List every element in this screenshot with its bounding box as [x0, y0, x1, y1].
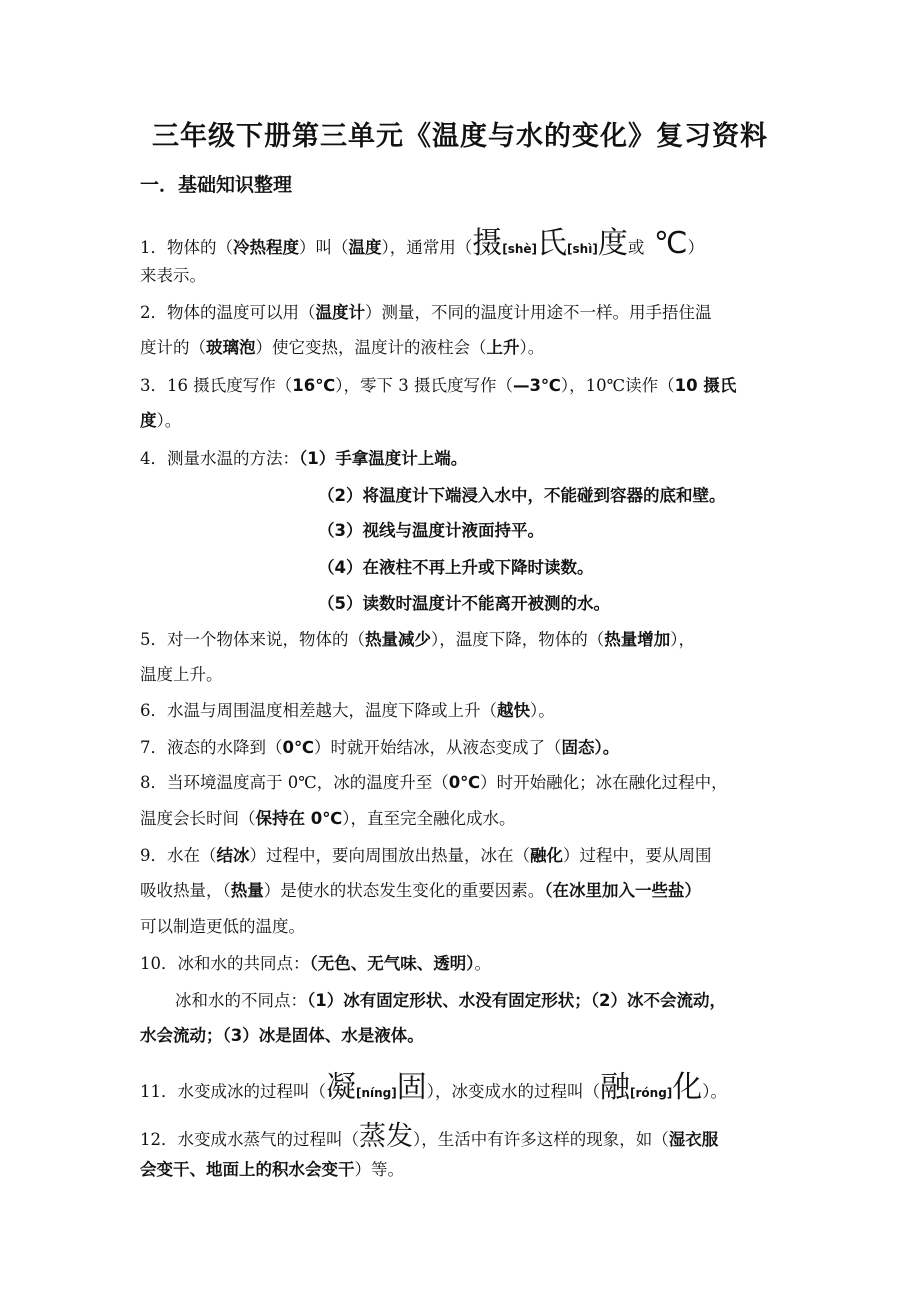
text: 吸收热量，（ — [140, 881, 231, 900]
text: 度计的（ — [140, 338, 206, 357]
text: ），生活中有许多这样的现象，如（ — [413, 1130, 669, 1149]
pinyin: [shì] — [567, 242, 598, 256]
item-12-line-2 — [140, 1156, 790, 1180]
answer-large-char: 氏 — [537, 226, 568, 261]
text: ）过程中，要从周围 — [563, 846, 712, 865]
answer: 热量 — [230, 881, 264, 900]
item-3-line-2 — [140, 407, 790, 431]
text: 9．水在（ — [140, 846, 217, 865]
answer: 温度 — [348, 238, 382, 257]
text: 2．物体的温度可以用（ — [140, 303, 316, 322]
text: 温度会长时间（ — [140, 809, 256, 828]
text: 1．物体的（ — [140, 238, 233, 257]
answer-large-char: 化 — [672, 1070, 703, 1105]
text: 6．水温与周围温度相差越大，温度下降或上升（ — [140, 701, 497, 720]
pinyin: [níng] — [356, 1086, 397, 1100]
answer: 冷热程度 — [233, 238, 299, 257]
answer: 湿衣服 — [668, 1130, 719, 1149]
text: ）， — [670, 630, 695, 649]
text: ），温度下降，物体的（ — [431, 630, 605, 649]
celsius-symbol: ℃ — [644, 226, 688, 261]
item-8-line-1 — [140, 769, 790, 793]
answer: 10 摄氏 — [674, 376, 737, 395]
item-7 — [140, 734, 790, 758]
text: 。 — [474, 954, 491, 973]
text: ）等。 — [354, 1160, 404, 1179]
item-12-line-1 — [140, 1114, 790, 1153]
text: ）测量，不同的温度计用途不一样。用手捂住温 — [365, 303, 712, 322]
text: 7．液态的水降到（ — [140, 738, 283, 757]
text: 8．当环境温度高于 0℃，冰的温度升至（ — [140, 773, 449, 792]
text: ） — [687, 238, 705, 257]
text: ）时就开始结冰，从液态变成了（ — [313, 738, 562, 757]
item-4-step-3: （3）视线与温度计液面持平。 — [318, 521, 544, 540]
item-1-line-1 — [140, 218, 790, 262]
item-11 — [140, 1062, 790, 1106]
answer-large-char: 固 — [396, 1070, 427, 1105]
item-9-line-1 — [140, 842, 790, 866]
answer: 16℃ — [292, 376, 336, 395]
answer-large-char: 凝 — [326, 1070, 356, 1105]
answer: （1）冰有固定形状、水没有固定形状；（2）冰不会流动， — [307, 991, 726, 1010]
answer: （无色、无气味、透明） — [309, 954, 475, 973]
text: ），零下 3 摄氏度写作（ — [335, 376, 513, 395]
text: 冰和水的不同点： — [175, 991, 307, 1010]
text: ）。 — [156, 411, 182, 430]
answer-large-char: 摄 — [472, 226, 503, 261]
answer: （在冰里加入一些盐） — [544, 881, 701, 900]
item-4-step-5: （5）读数时温度计不能离开被测的水。 — [318, 594, 610, 613]
answer: 热量增加 — [604, 630, 671, 649]
answer: 会变干、地面上的积水会变干 — [140, 1160, 355, 1179]
item-5-line-1 — [140, 626, 790, 650]
text: ）。 — [594, 738, 620, 757]
text: 4．测量水温的方法： — [140, 449, 299, 468]
text: 10．冰和水的共同点： — [140, 954, 310, 973]
pinyin: [shè] — [502, 242, 538, 256]
item-10-line-1 — [140, 950, 790, 974]
answer: 温度计 — [315, 303, 365, 322]
document-title: 三年级下册第三单元《温度与水的变化》复习资料 — [152, 121, 768, 152]
answer: 上升 — [486, 338, 520, 357]
section-heading: 一．基础知识整理 — [140, 174, 293, 196]
answer: 固态 — [561, 738, 595, 757]
answer: 结冰 — [216, 846, 250, 865]
item-4-step-4: （4）在液柱不再上升或下降时读数。 — [318, 558, 594, 577]
item-5-line-2: 温度上升。 — [140, 665, 223, 684]
item-3-line-1 — [140, 372, 790, 396]
item-1-line-2: 来表示。 — [140, 266, 206, 285]
text: ）。 — [530, 701, 555, 720]
text: ）。 — [702, 1082, 728, 1101]
text: ）过程中，要向周围放出热量，冰在（ — [249, 846, 530, 865]
answer: （1）手拿温度计上端。 — [299, 449, 468, 468]
item-4-line-1 — [140, 445, 790, 469]
answer: 保持在 0℃ — [255, 809, 343, 828]
text: ）使它变热，温度计的液柱会（ — [255, 338, 487, 357]
text: 5．对一个物体来说，物体的（ — [140, 630, 365, 649]
text: ）叫（ — [299, 238, 349, 257]
text: ），冰变成水的过程叫（ — [426, 1082, 601, 1101]
answer: —3℃ — [512, 376, 561, 395]
item-6 — [140, 697, 790, 721]
text: 或 — [627, 238, 645, 257]
answer: 越快 — [497, 701, 530, 720]
text: ），直至完全融化成水。 — [342, 809, 516, 828]
text: 3．16 摄氏度写作（ — [140, 376, 293, 395]
text: ），通常用（ — [381, 238, 473, 257]
item-10-line-2 — [175, 987, 825, 1011]
answer: 度 — [140, 411, 157, 430]
answer-large-char: 融 — [600, 1070, 631, 1105]
answer-large-char: 度 — [597, 226, 628, 261]
text: ），10℃读作（ — [560, 376, 675, 395]
text: ）。 — [519, 338, 545, 357]
answer: 融化 — [530, 846, 563, 865]
text: ）时开始融化；冰在融化过程中， — [480, 773, 728, 792]
item-9-line-3: 可以制造更低的温度。 — [140, 917, 305, 936]
text: 11．水变成冰的过程叫（ — [140, 1082, 326, 1101]
answer: 0℃ — [282, 738, 314, 757]
item-4-step-2: （2）将温度计下端浸入水中，不能碰到容器的底和壁。 — [318, 486, 726, 505]
answer-large: 蒸发 — [359, 1121, 413, 1152]
item-2-line-2 — [140, 334, 790, 358]
item-9-line-2 — [140, 877, 790, 901]
item-8-line-2 — [140, 805, 790, 829]
answer: 玻璃泡 — [206, 338, 256, 357]
text: ）是使水的状态发生变化的重要因素。 — [263, 881, 545, 900]
item-10-line-3: 水会流动；（3）冰是固体、水是液体。 — [140, 1026, 424, 1045]
answer: 0℃ — [448, 773, 481, 792]
item-2-line-1 — [140, 299, 790, 323]
text: 12．水变成水蒸气的过程叫（ — [140, 1130, 359, 1149]
pinyin: [róng] — [630, 1086, 673, 1100]
answer: 热量减少 — [365, 630, 431, 649]
